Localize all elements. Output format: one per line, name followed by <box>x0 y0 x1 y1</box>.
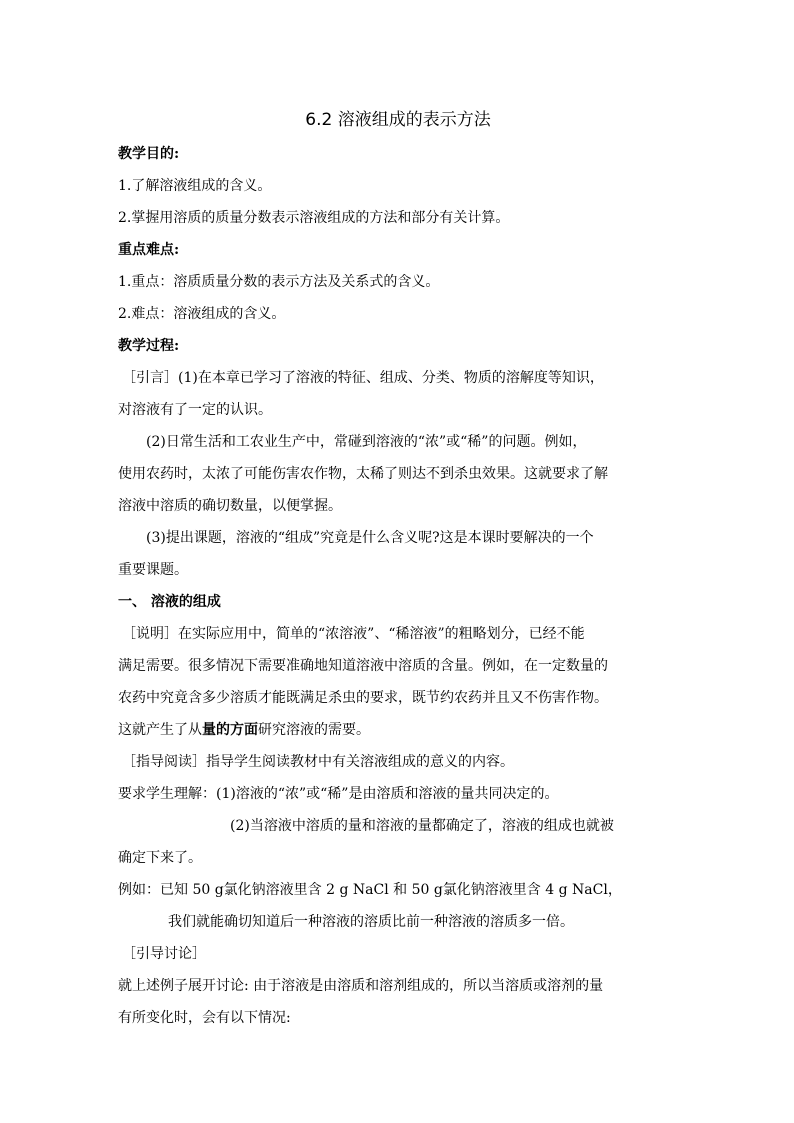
discussion-label: ［引导讨论］ <box>122 946 206 962</box>
guide-reading: ［指导阅读］指导学生阅读教材中有关溶液组成的意义的内容。 <box>122 754 514 770</box>
discussion-1: 就上述例子展开讨论: 由于溶液是由溶质和溶剂组成的，所以当溶质或溶剂的量 <box>118 978 604 994</box>
explain-4 <box>118 714 678 746</box>
example-2: 我们就能确切知道后一种溶液的溶质比前一种溶液的溶质多一倍。 <box>168 914 574 930</box>
explain-4-bold: 量的方面 <box>202 722 258 738</box>
intro-3a: (3)提出课题，溶液的“组成”究竟是什么含义呢?这是本课时要解决的一个 <box>146 530 594 546</box>
goals-heading: 教学目的: <box>118 146 180 162</box>
example-1: 例如：已知 50 g氯化钠溶液里含 2 g NaCl 和 50 g氯化钠溶液里含 4 g NaCl， <box>118 882 622 898</box>
requirement-1: 要求学生理解：(1)溶液的“浓”或“稀”是由溶质和溶液的量共同决定的。 <box>118 786 559 802</box>
requirement-3: 确定下来了。 <box>118 850 202 866</box>
explain-3: 农药中究竟含多少溶质才能既满足杀虫的要求，既节约农药并且又不伤害作物。 <box>118 690 608 706</box>
keypoints-heading: 重点难点: <box>118 242 180 258</box>
goal-item-2: 2.掌握用溶质的质量分数表示溶液组成的方法和部分有关计算。 <box>118 210 510 226</box>
explain-4-post: 研究溶液的需要。 <box>258 722 370 738</box>
intro-1a: ［引言］(1)在本章已学习了溶液的特征、组成、分类、物质的溶解度等知识， <box>122 370 604 386</box>
intro-2c: 溶液中溶质的确切数量，以便掌握。 <box>118 498 342 514</box>
process-heading: 教学过程: <box>118 338 180 354</box>
intro-2b: 使用农药时，太浓了可能伤害农作物，太稀了则达不到杀虫效果。这就要求了解 <box>118 466 608 482</box>
explain-4-pre: 这就产生了从 <box>118 722 202 738</box>
document-page <box>118 100 678 1034</box>
intro-2a: (2)日常生活和工农业生产中，常碰到溶液的“浓”或“稀”的问题。例如， <box>146 434 587 450</box>
explain-2: 满足需要。很多情况下需要准确地知道溶液中溶质的含量。例如，在一定数量的 <box>118 658 608 674</box>
intro-3b: 重要课题。 <box>118 562 188 578</box>
requirement-2: (2)当溶液中溶质的量和溶液的量都确定了，溶液的组成也就被 <box>230 818 614 834</box>
explain-1: ［说明］在实际应用中，简单的“浓溶液”、“稀溶液”的粗略划分，已经不能 <box>122 626 585 642</box>
intro-1b: 对溶液有了一定的认识。 <box>118 402 272 418</box>
keypoint-item-1: 1.重点：溶质质量分数的表示方法及关系式的含义。 <box>118 274 440 290</box>
keypoint-item-2: 2.难点：溶液组成的含义。 <box>118 306 286 322</box>
goal-item-1: 1.了解溶液组成的含义。 <box>118 178 272 194</box>
section1-heading: 一、 溶液的组成 <box>118 594 221 610</box>
page-title: 6.2 溶液组成的表示方法 <box>305 110 491 130</box>
discussion-2: 有所变化时，会有以下情况: <box>118 1010 291 1026</box>
